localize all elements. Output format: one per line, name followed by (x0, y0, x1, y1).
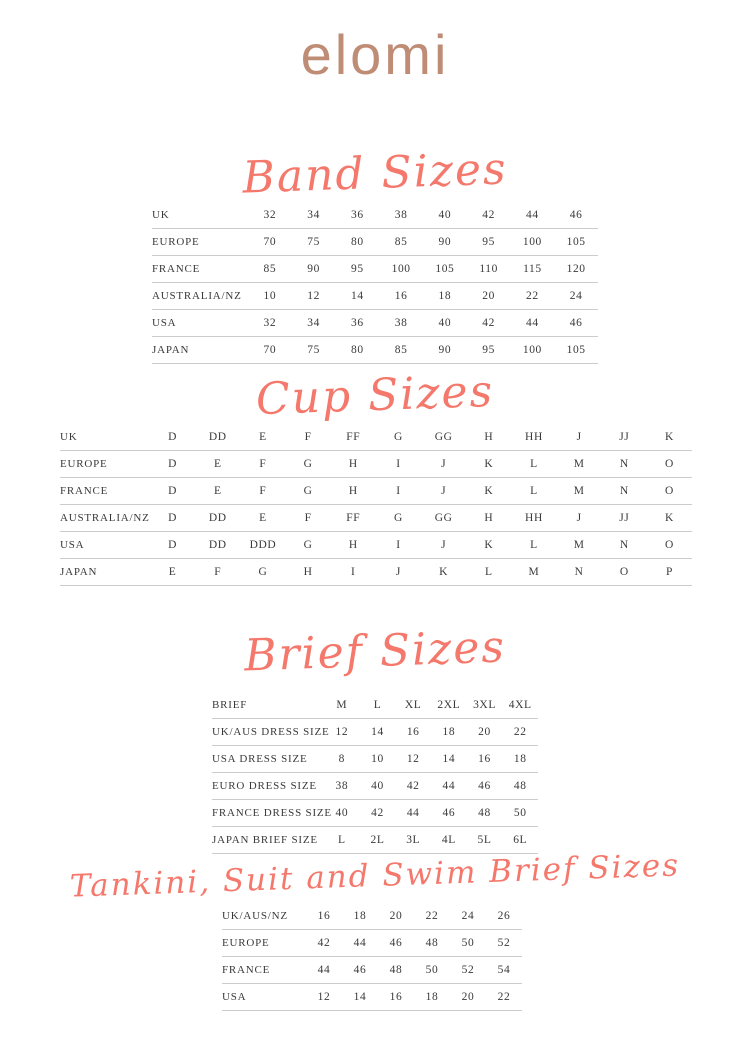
size-value: M (528, 566, 540, 578)
cup-sizes-table (60, 424, 692, 586)
row-label: UK (60, 431, 78, 443)
size-value: 95 (351, 263, 364, 275)
size-value: 18 (425, 991, 439, 1003)
table-row (212, 773, 538, 800)
tankini-suit-swim-brief-sizes-table (222, 903, 522, 1011)
size-value: 80 (351, 236, 364, 248)
size-value: 80 (351, 344, 364, 356)
size-value: K (484, 539, 494, 551)
size-value: 42 (482, 209, 495, 221)
row-label: USA DRESS SIZE (212, 753, 308, 765)
row-label: UK/AUS DRESS SIZE (212, 726, 330, 738)
size-value: 48 (478, 807, 491, 819)
table-row (152, 229, 598, 256)
size-value: DD (208, 539, 227, 551)
size-value: 18 (438, 290, 452, 302)
size-value: 2L (370, 834, 385, 846)
table-row (212, 692, 538, 719)
size-value: 16 (478, 753, 491, 765)
row-label: USA (60, 539, 85, 551)
size-value: K (484, 485, 494, 497)
size-value: J (441, 539, 447, 551)
size-value: 3XL (473, 699, 496, 711)
size-value: E (168, 566, 177, 578)
size-value: G (303, 485, 313, 497)
size-value: F (304, 512, 312, 524)
size-value: D (168, 512, 178, 524)
size-value: L (484, 566, 493, 578)
size-value: 16 (389, 991, 403, 1003)
size-value: 38 (394, 209, 408, 221)
section-title-cup-sizes: Cup Sizes (255, 365, 495, 426)
size-value: 22 (497, 991, 511, 1003)
size-value: 40 (371, 780, 384, 792)
size-value: 12 (335, 726, 349, 738)
size-value: 12 (307, 290, 320, 302)
table-row (60, 424, 692, 451)
size-value: 36 (351, 317, 364, 329)
size-value: 24 (461, 910, 475, 922)
size-value: P (665, 566, 673, 578)
size-value: 40 (438, 317, 452, 329)
size-value: 32 (263, 209, 277, 221)
table-row (152, 202, 598, 229)
table-row (152, 283, 598, 310)
size-value: 26 (497, 910, 511, 922)
size-value: 5L (477, 834, 492, 846)
size-value: GG (434, 512, 453, 524)
size-value: J (395, 566, 401, 578)
size-value: J (576, 431, 582, 443)
size-value: L (530, 539, 538, 551)
size-value: 2XL (437, 699, 461, 711)
size-value: L (530, 458, 538, 470)
size-value: 115 (523, 263, 542, 275)
row-label: EUROPE (60, 458, 108, 470)
size-value: N (574, 566, 584, 578)
size-value: J (441, 485, 447, 497)
table-row (212, 800, 538, 827)
size-value: L (373, 699, 382, 711)
row-label: USA (152, 317, 177, 329)
size-value: D (168, 431, 178, 443)
row-label: FRANCE (152, 263, 201, 275)
size-value: 90 (307, 263, 320, 275)
size-value: 22 (526, 290, 539, 302)
size-value: DD (208, 512, 227, 524)
brief-sizes-table (212, 692, 538, 854)
row-label: EUROPE (152, 236, 200, 248)
section-title-tankini-suit-swim-brief-sizes: Tankini, Suit and Swim Brief Sizes (69, 847, 681, 905)
size-value: 38 (394, 317, 408, 329)
size-value: 46 (442, 807, 456, 819)
size-value: O (665, 458, 674, 470)
size-value: 44 (353, 937, 367, 949)
table-row (212, 746, 538, 773)
size-value: 105 (566, 344, 586, 356)
size-value: 75 (307, 236, 320, 248)
size-value: 4L (441, 834, 456, 846)
size-value: G (393, 512, 403, 524)
size-value: 20 (478, 726, 491, 738)
size-value: DDD (249, 539, 277, 551)
size-value: 20 (389, 910, 403, 922)
size-value: L (530, 485, 538, 497)
size-value: 42 (406, 780, 420, 792)
size-value: 95 (482, 236, 495, 248)
size-value: JJ (619, 512, 630, 524)
size-value: H (348, 485, 358, 497)
row-label: FRANCE (222, 964, 271, 976)
size-value: H (303, 566, 313, 578)
table-row (152, 256, 598, 283)
brand-logo: elomi (300, 23, 450, 86)
row-label: FRANCE DRESS SIZE (212, 807, 332, 819)
size-value: 20 (461, 991, 475, 1003)
size-value: D (168, 458, 178, 470)
size-value: 46 (478, 780, 491, 792)
size-value: 95 (482, 344, 495, 356)
size-value: 12 (317, 991, 331, 1003)
table-row (212, 719, 538, 746)
row-label: UK/AUS/NZ (222, 910, 288, 922)
band-sizes-table (152, 202, 598, 364)
size-value: H (484, 512, 494, 524)
table-row (222, 984, 522, 1011)
size-value: 50 (513, 807, 527, 819)
size-value: K (665, 512, 674, 524)
size-value: 46 (569, 317, 583, 329)
size-value: E (259, 431, 267, 443)
size-value: D (168, 485, 178, 497)
size-value: 44 (442, 780, 456, 792)
size-value: 100 (522, 236, 542, 248)
size-value: 14 (371, 726, 384, 738)
size-value: E (213, 485, 222, 497)
size-value: 75 (307, 344, 320, 356)
size-value: 18 (442, 726, 456, 738)
size-value: 18 (513, 753, 527, 765)
row-label: EUROPE (222, 937, 270, 949)
size-value: G (258, 566, 268, 578)
size-value: N (619, 539, 629, 551)
size-value: 44 (317, 964, 331, 976)
size-value: 46 (353, 964, 367, 976)
section-title-band-sizes: Band Sizes (241, 143, 509, 204)
size-value: 22 (425, 910, 439, 922)
table-row (222, 903, 522, 930)
row-label: JAPAN (60, 566, 98, 578)
size-value: I (396, 485, 401, 497)
size-value: 14 (353, 991, 367, 1003)
size-value: 40 (438, 209, 452, 221)
size-value: 48 (513, 780, 527, 792)
size-value: K (439, 566, 449, 578)
size-value: 8 (338, 753, 346, 765)
size-value: 85 (263, 263, 277, 275)
size-value: I (396, 458, 401, 470)
size-value: 85 (394, 344, 408, 356)
size-value: 105 (435, 263, 455, 275)
size-value: FF (346, 431, 361, 443)
size-value: 110 (479, 263, 498, 275)
size-value: F (304, 431, 312, 443)
size-value: 50 (461, 937, 475, 949)
size-value: 52 (461, 964, 475, 976)
size-value: G (303, 539, 313, 551)
size-value: FF (346, 512, 361, 524)
size-value: O (665, 539, 674, 551)
row-label: FRANCE (60, 485, 109, 497)
size-value: 16 (317, 910, 331, 922)
size-value: 50 (425, 964, 439, 976)
size-value: J (441, 458, 447, 470)
size-value: 42 (482, 317, 495, 329)
row-label: UK (152, 209, 170, 221)
size-value: F (259, 485, 267, 497)
size-value: M (573, 539, 585, 551)
size-value: 4XL (508, 699, 532, 711)
table-row (60, 478, 692, 505)
row-label: BRIEF (212, 699, 248, 711)
size-value: 44 (526, 209, 539, 221)
size-value: 24 (569, 290, 583, 302)
size-value: 48 (425, 937, 439, 949)
size-value: 10 (371, 753, 384, 765)
size-value: 22 (513, 726, 527, 738)
row-label: JAPAN BRIEF SIZE (212, 834, 318, 846)
table-row (60, 505, 692, 532)
size-value: 42 (317, 937, 331, 949)
row-label: EURO DRESS SIZE (212, 780, 317, 792)
size-value: 90 (438, 344, 452, 356)
size-value: HH (525, 431, 543, 443)
size-value: 120 (566, 263, 586, 275)
size-value: 46 (389, 937, 403, 949)
size-value: 44 (526, 317, 539, 329)
size-value: 34 (307, 317, 320, 329)
size-value: H (348, 458, 358, 470)
size-value: 16 (394, 290, 408, 302)
size-value: JJ (619, 431, 630, 443)
size-value: 38 (335, 780, 349, 792)
size-value: 48 (389, 964, 403, 976)
size-value: K (484, 458, 494, 470)
size-value: M (573, 485, 585, 497)
size-value: 10 (263, 290, 277, 302)
size-value: E (213, 458, 222, 470)
table-row (212, 827, 538, 854)
size-value: 52 (497, 937, 511, 949)
size-value: F (214, 566, 222, 578)
size-value: 100 (391, 263, 411, 275)
size-value: M (573, 458, 585, 470)
size-value: G (393, 431, 403, 443)
size-value: DD (208, 431, 227, 443)
size-value: J (576, 512, 582, 524)
size-value: 70 (263, 236, 277, 248)
size-value: 16 (406, 726, 420, 738)
table-row (152, 337, 598, 364)
size-value: 20 (482, 290, 495, 302)
size-value: 105 (566, 236, 586, 248)
size-value: O (665, 485, 674, 497)
size-value: 40 (335, 807, 349, 819)
size-value: F (259, 458, 267, 470)
size-value: 3L (406, 834, 421, 846)
section-title-brief-sizes: Brief Sizes (243, 621, 507, 682)
size-value: 34 (307, 209, 320, 221)
size-value: XL (404, 699, 422, 711)
size-value: N (619, 485, 629, 497)
size-value: 54 (497, 964, 511, 976)
table-row (152, 310, 598, 337)
size-value: O (619, 566, 629, 578)
size-value: 70 (263, 344, 277, 356)
size-value: 46 (569, 209, 583, 221)
size-value: 85 (394, 236, 408, 248)
table-row (60, 451, 692, 478)
size-value: N (619, 458, 629, 470)
size-value: 14 (351, 290, 364, 302)
size-value: 90 (438, 236, 452, 248)
size-value: 44 (406, 807, 420, 819)
size-value: HH (525, 512, 543, 524)
row-label: AUSTRALIA/NZ (60, 512, 150, 524)
size-value: I (351, 566, 356, 578)
size-value: GG (434, 431, 453, 443)
size-value: 42 (371, 807, 384, 819)
size-value: 12 (406, 753, 420, 765)
size-value: D (168, 539, 178, 551)
size-value: 14 (442, 753, 456, 765)
table-row (60, 559, 692, 586)
size-value: H (348, 539, 358, 551)
size-value: I (396, 539, 401, 551)
table-row (222, 930, 522, 957)
size-value: 6L (513, 834, 528, 846)
row-label: USA (222, 991, 247, 1003)
size-value: E (259, 512, 267, 524)
size-value: K (665, 431, 674, 443)
size-value: 18 (353, 910, 367, 922)
table-row (222, 957, 522, 984)
size-value: L (338, 834, 346, 846)
row-label: JAPAN (152, 344, 190, 356)
size-value: 36 (351, 209, 364, 221)
table-row (60, 532, 692, 559)
row-label: AUSTRALIA/NZ (152, 290, 242, 302)
size-value: M (336, 699, 348, 711)
size-value: 100 (522, 344, 542, 356)
size-value: 32 (263, 317, 277, 329)
size-value: H (484, 431, 494, 443)
size-value: G (303, 458, 313, 470)
